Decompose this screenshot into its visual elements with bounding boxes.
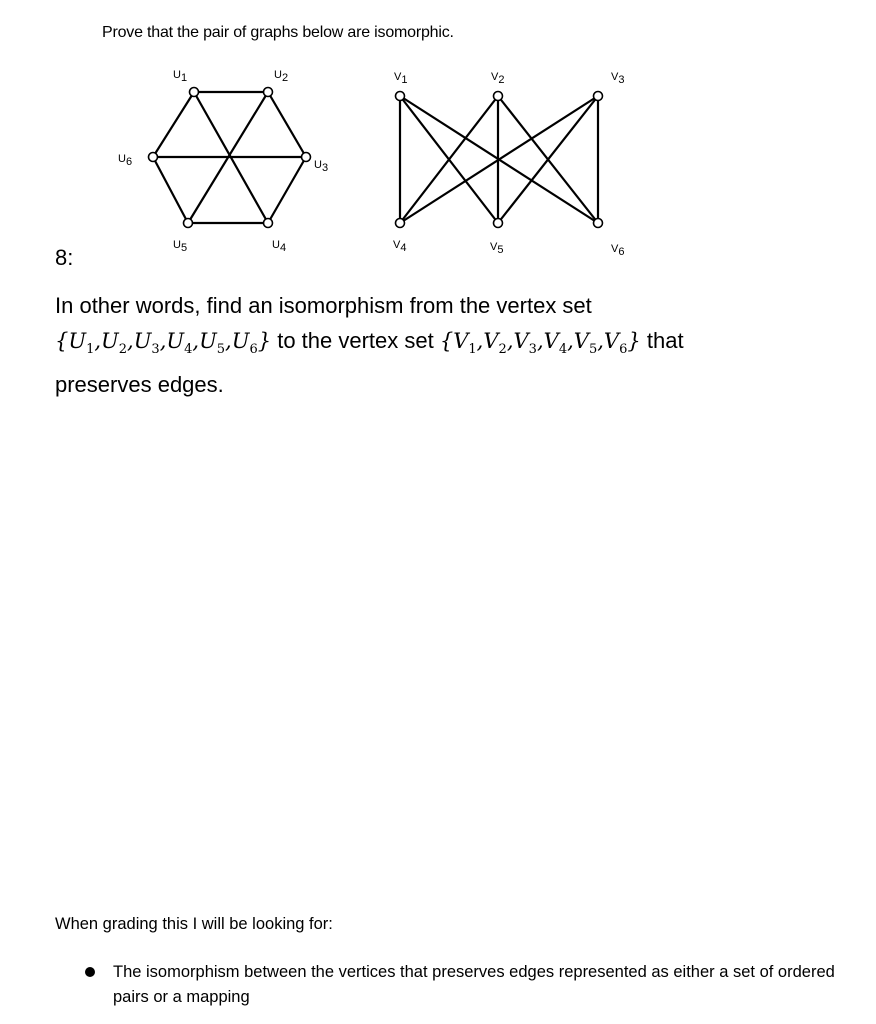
graph-u-vertex-label-u4: U4: [272, 239, 287, 254]
problem-number: 8:: [55, 245, 74, 270]
set-u-element: $U_2$: [101, 329, 128, 358]
set-u-open-brace: {: [55, 329, 69, 353]
graph-v-vertex-label-v2: V2: [491, 71, 505, 86]
vertex-set-v: $\{V_1,V_2,V_3,V_4,V_5,V_6\}$: [439, 329, 641, 358]
set-u-element: $U_1$: [68, 329, 95, 358]
set-v-element: $V_1$: [453, 329, 477, 358]
graph-u-vertex-u4: [264, 219, 273, 228]
set-u-element: $U_4$: [166, 329, 193, 358]
graph-v-vertex-v6: [594, 219, 603, 228]
prompt-title: Prove that the pair of graphs below are isomorphic.: [102, 24, 454, 41]
set-u-close-brace: }: [257, 329, 272, 353]
set-u-element: $U_3$: [133, 329, 160, 358]
graph-u-vertex-label-u5: U5: [173, 239, 188, 254]
graph-v-vertex-label-v4: V4: [393, 239, 407, 254]
instruction-text: [55, 288, 845, 402]
set-v-open-brace: {: [439, 329, 454, 353]
graph-u-edge-u2-u3: [268, 92, 306, 157]
graph-u-edge-u5-u6: [153, 157, 188, 223]
graph-u: [118, 69, 328, 254]
set-v-element: $V_3$: [513, 329, 537, 358]
instruction-after-text: that: [640, 328, 684, 353]
set-v-element: $V_6$: [603, 329, 628, 358]
set-v-element: $V_5$: [573, 329, 598, 358]
graph-u-edge-u3-u4: [268, 157, 306, 223]
graph-figure: [0, 0, 876, 270]
set-u-element: $U_6$: [231, 329, 258, 358]
graph-u-edge-u6-u1: [153, 92, 194, 157]
graph-u-vertex-u1: [190, 88, 199, 97]
grading-heading: When grading this I will be looking for:: [55, 915, 333, 933]
graph-u-vertex-u5: [184, 219, 193, 228]
vertex-set-u: $\{U_1,U_2,U_3,U_4,U_5,U_6\}$: [55, 329, 272, 358]
instruction-line-2: [55, 323, 845, 367]
set-u-element: $U_5$: [199, 329, 226, 358]
graph-v-vertex-label-v6: V6: [611, 243, 625, 258]
graph-u-vertex-label-u3: U3: [314, 159, 329, 174]
instruction-line-1: In other words, find an isomorphism from the vertex set: [55, 293, 592, 318]
graph-v-vertex-v5: [494, 219, 503, 228]
grading-criterion: The isomorphism between the vertices that preserves edges represented as either a set of ordered pairs or a mapping: [80, 960, 840, 1010]
graph-v-vertex-label-v5: V5: [490, 241, 504, 256]
graph-v-vertex-v3: [594, 92, 603, 101]
graph-u-vertex-u2: [264, 88, 273, 97]
set-v-close-brace: }: [627, 329, 641, 353]
instruction-middle-text: to the vertex set: [271, 328, 440, 353]
graph-v-vertex-v2: [494, 92, 503, 101]
graph-v-vertex-v4: [396, 219, 405, 228]
set-v-element: $V_2$: [483, 329, 507, 358]
graph-v: [393, 71, 624, 258]
graph-v-vertex-label-v1: V1: [394, 71, 408, 86]
set-v-element: $V_4$: [543, 329, 568, 358]
grading-criteria-list: [80, 960, 840, 1010]
graph-u-vertex-label-u1: U1: [173, 69, 188, 84]
graph-u-vertex-label-u6: U6: [118, 153, 133, 168]
instruction-line-3: preserves edges.: [55, 372, 224, 398]
graph-u-vertex-u6: [149, 153, 158, 162]
graph-v-vertex-label-v3: V3: [611, 71, 625, 86]
graph-u-vertex-label-u2: U2: [274, 69, 289, 84]
graph-v-vertex-v1: [396, 92, 405, 101]
graph-u-vertex-u3: [302, 153, 311, 162]
